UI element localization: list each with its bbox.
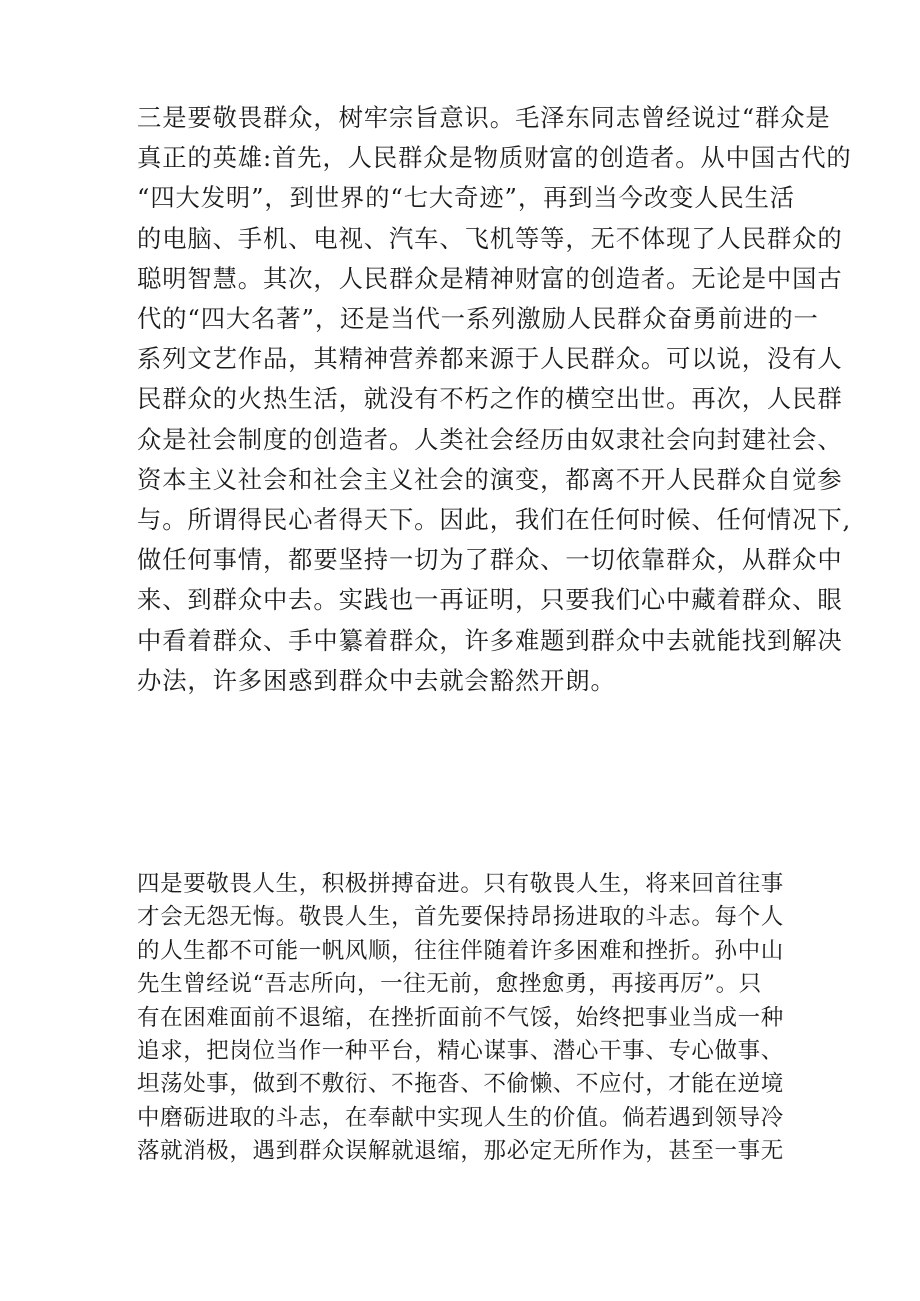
text-line: 落就消极，遇到群众误解就退缩，那必定无所作为，甚至一事无 — [137, 1138, 784, 1165]
text-line: 聪明智慧。其次，人民群众是精神财富的创造者。无论是中国古 — [137, 263, 843, 293]
paragraph-respect-life — [137, 868, 797, 1169]
text-line: 真正的英雄:首先，人民群众是物质财富的创造者。从中国古代的 — [137, 143, 852, 173]
text-line: 先生曾经说“吾志所向，一往无前，愈挫愈勇，再接再厉”。只 — [137, 971, 762, 998]
text-line: 中磨砺进取的斗志，在奉献中实现人生的价值。倘若遇到领导冷 — [137, 1104, 784, 1131]
text-line: 三是要敬畏群众，树牢宗旨意识。毛泽东同志曾经说过“群众是 — [137, 103, 831, 132]
text-line: 坦荡处事，做到不敷衍、不拖沓、不偷懒、不应付，才能在逆境 — [137, 1071, 784, 1098]
text-line: 来、到群众中去。实践也一再证明，只要我们心中藏着群众、眼 — [137, 585, 843, 615]
text-line: 有在困难面前不退缩，在挫折面前不气馁，始终把事业当成一种 — [137, 1004, 784, 1031]
text-line: 办法，许多困惑到群众中去就会豁然开朗。 — [137, 665, 616, 695]
paragraph-respect-the-masses — [137, 98, 852, 701]
text-line: “四大发明”，到世界的“七大奇迹”，再到当今改变人民生活 — [137, 183, 796, 213]
text-line: 的电脑、手机、电视、汽车、飞机等等，无不体现了人民群众的 — [137, 223, 843, 253]
text-line: 四是要敬畏人生，积极拼搏奋进。只有敬畏人生，将来回首往事 — [137, 871, 784, 897]
text-line: 做任何事情，都要坚持一切为了群众、一切依靠群众，从群众中 — [137, 545, 843, 575]
text-line: 代的“四大名著”，还是当代一系列激励人民群众奋勇前进的一 — [137, 304, 819, 334]
text-line: 的人生都不可能一帆风顺，往往伴随着许多困难和挫折。孙中山 — [137, 937, 784, 964]
text-line: 众是社会制度的创造者。人类社会经历由奴隶社会向封建社会、 — [137, 424, 843, 454]
text-line: 追求，把岗位当作一种平台，精心谋事、潜心干事、专心做事、 — [137, 1038, 784, 1065]
text-line: 系列文艺作品，其精神营养都来源于人民群众。可以说，没有人 — [137, 344, 843, 374]
text-line: 中看着群众、手中纂着群众，许多难题到群众中去就能找到解决 — [137, 625, 843, 655]
text-line: 与。所谓得民心者得天下。因此，我们在任何时候、任何情况下, — [137, 505, 852, 535]
text-line: 资本主义社会和社会主义社会的演变，都离不开人民群众自觉参 — [137, 464, 843, 494]
text-line: 民群众的火热生活，就没有不朽之作的横空出世。再次，人民群 — [137, 384, 843, 414]
text-line: 才会无怨无悔。敬畏人生，首先要保持昂扬进取的斗志。每个人 — [137, 904, 784, 931]
